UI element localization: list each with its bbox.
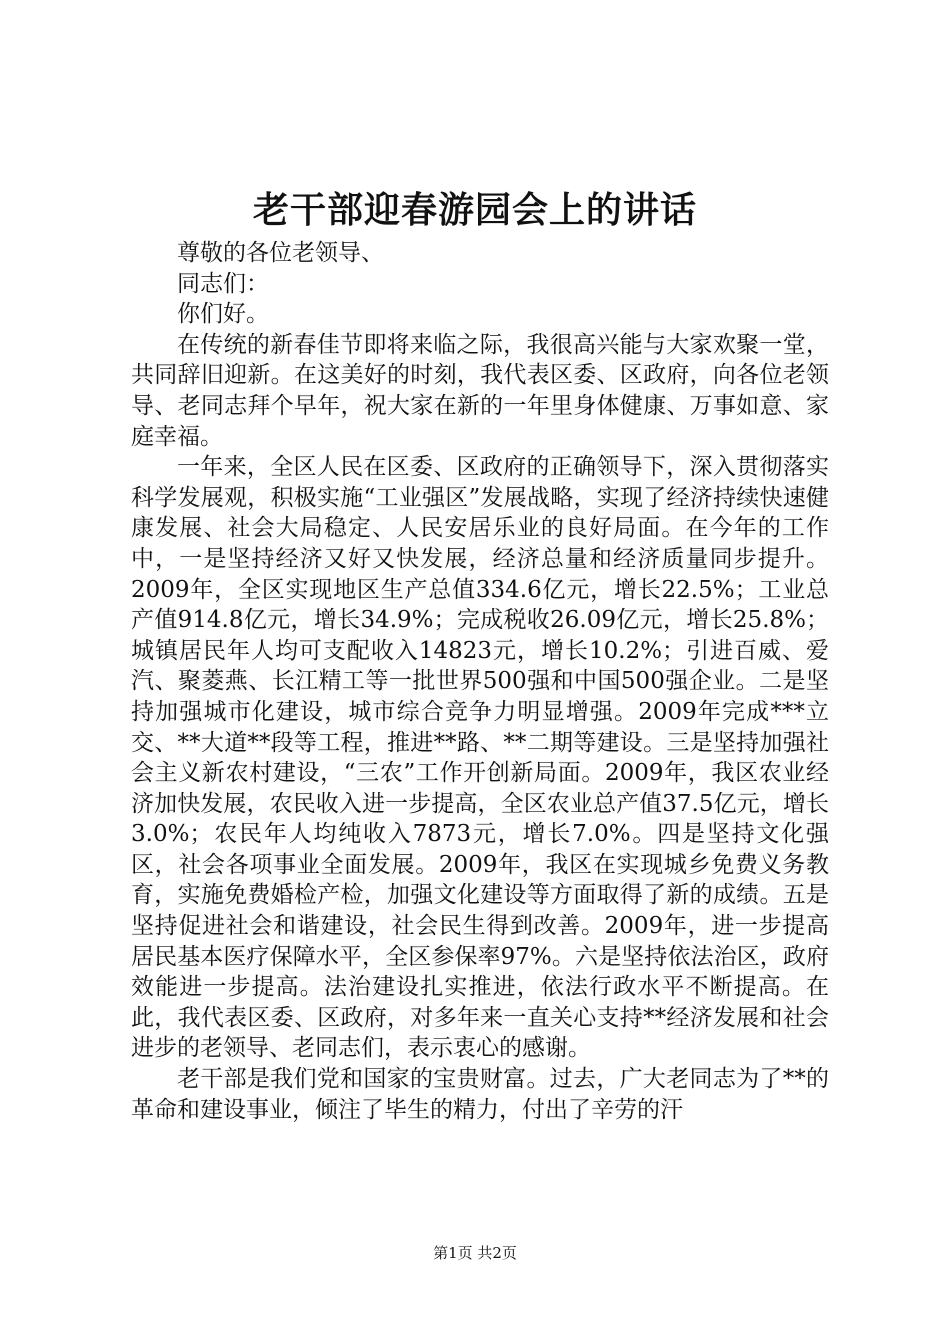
- paragraph-new-year-wishes: 在传统的新春佳节即将来临之际，我很高兴能与大家欢聚一堂，共同辞旧迎新。在这美好的时刻，我代表区委、区政府，向各位老领导、老同志拜个早年，祝大家在新的一年里身体健康、万事如意、家庭幸福。: [131, 331, 829, 450]
- paragraph-salutation-2: 同志们：: [177, 270, 269, 297]
- paragraph-veteran-cadres: 老干部是我们党和国家的宝贵财富。过去，广大老同志为了**的革命和建设事业，倾注了毕生的精力，付出了辛劳的汗: [131, 1066, 829, 1123]
- document-body: [131, 238, 829, 1125]
- paragraph-salutation: 尊敬的各位老领导、: [177, 240, 384, 266]
- document-title: 老干部迎春游园会上的讲话: [252, 189, 697, 231]
- paragraph-annual-review: 一年来，全区人民在区委、区政府的正确领导下，深入贯彻落实科学发展观，积极实施“工业强区”发展战略，实现了经济持续快速健康发展、社会大局稳定、人民安居乐业的良好局面。在今年的工作中，一是坚持经济又好又快发展，经济总量和经济质量同步提升。2009年，全区实现地区生产总值334.6亿元，增长22.5%；工业总产值914.8亿元，增长34.9%；完成税收26.09亿元，增长25.8%；城镇居民年人均可支配收入14823元，增长10.2%；引进百威、爱汽、聚菱燕、长江精工等一批世界500强和中国500强企业。二是坚持加强城市化建设，城市综合竞争力明显增强。2009年完成***立交、**大道**段等工程，推进**路、**二期等建设。三是坚持加强社会主义新农村建设，“三农”工作开创新局面。2009年，我区农业经济加快发展，农民收入进一步提高，全区农业总产值37.5亿元，增长3.0%；农民年人均纯收入7873元，增长7.0%。四是坚持文化强区，社会各项事业全面发展。2009年，我区在实现城乡免费义务教育，实施免费婚检产检，加强文化建设等方面取得了新的成绩。五是坚持促进社会和谐建设，社会民生得到改善。2009年，进一步提高居民基本医疗保障水平，全区参保率97%。六是坚持依法治区，政府效能进一步提高。法治建设扎实推进，依法行政水平不断提高。在此，我代表区委、区政府，对多年来一直关心支持**经济发展和社会进步的老领导、老同志们，表示衷心的感谢。: [131, 454, 829, 1062]
- paragraph-greeting: 你们好。: [177, 301, 269, 328]
- page-footer: 第1页 共2页: [433, 1244, 517, 1262]
